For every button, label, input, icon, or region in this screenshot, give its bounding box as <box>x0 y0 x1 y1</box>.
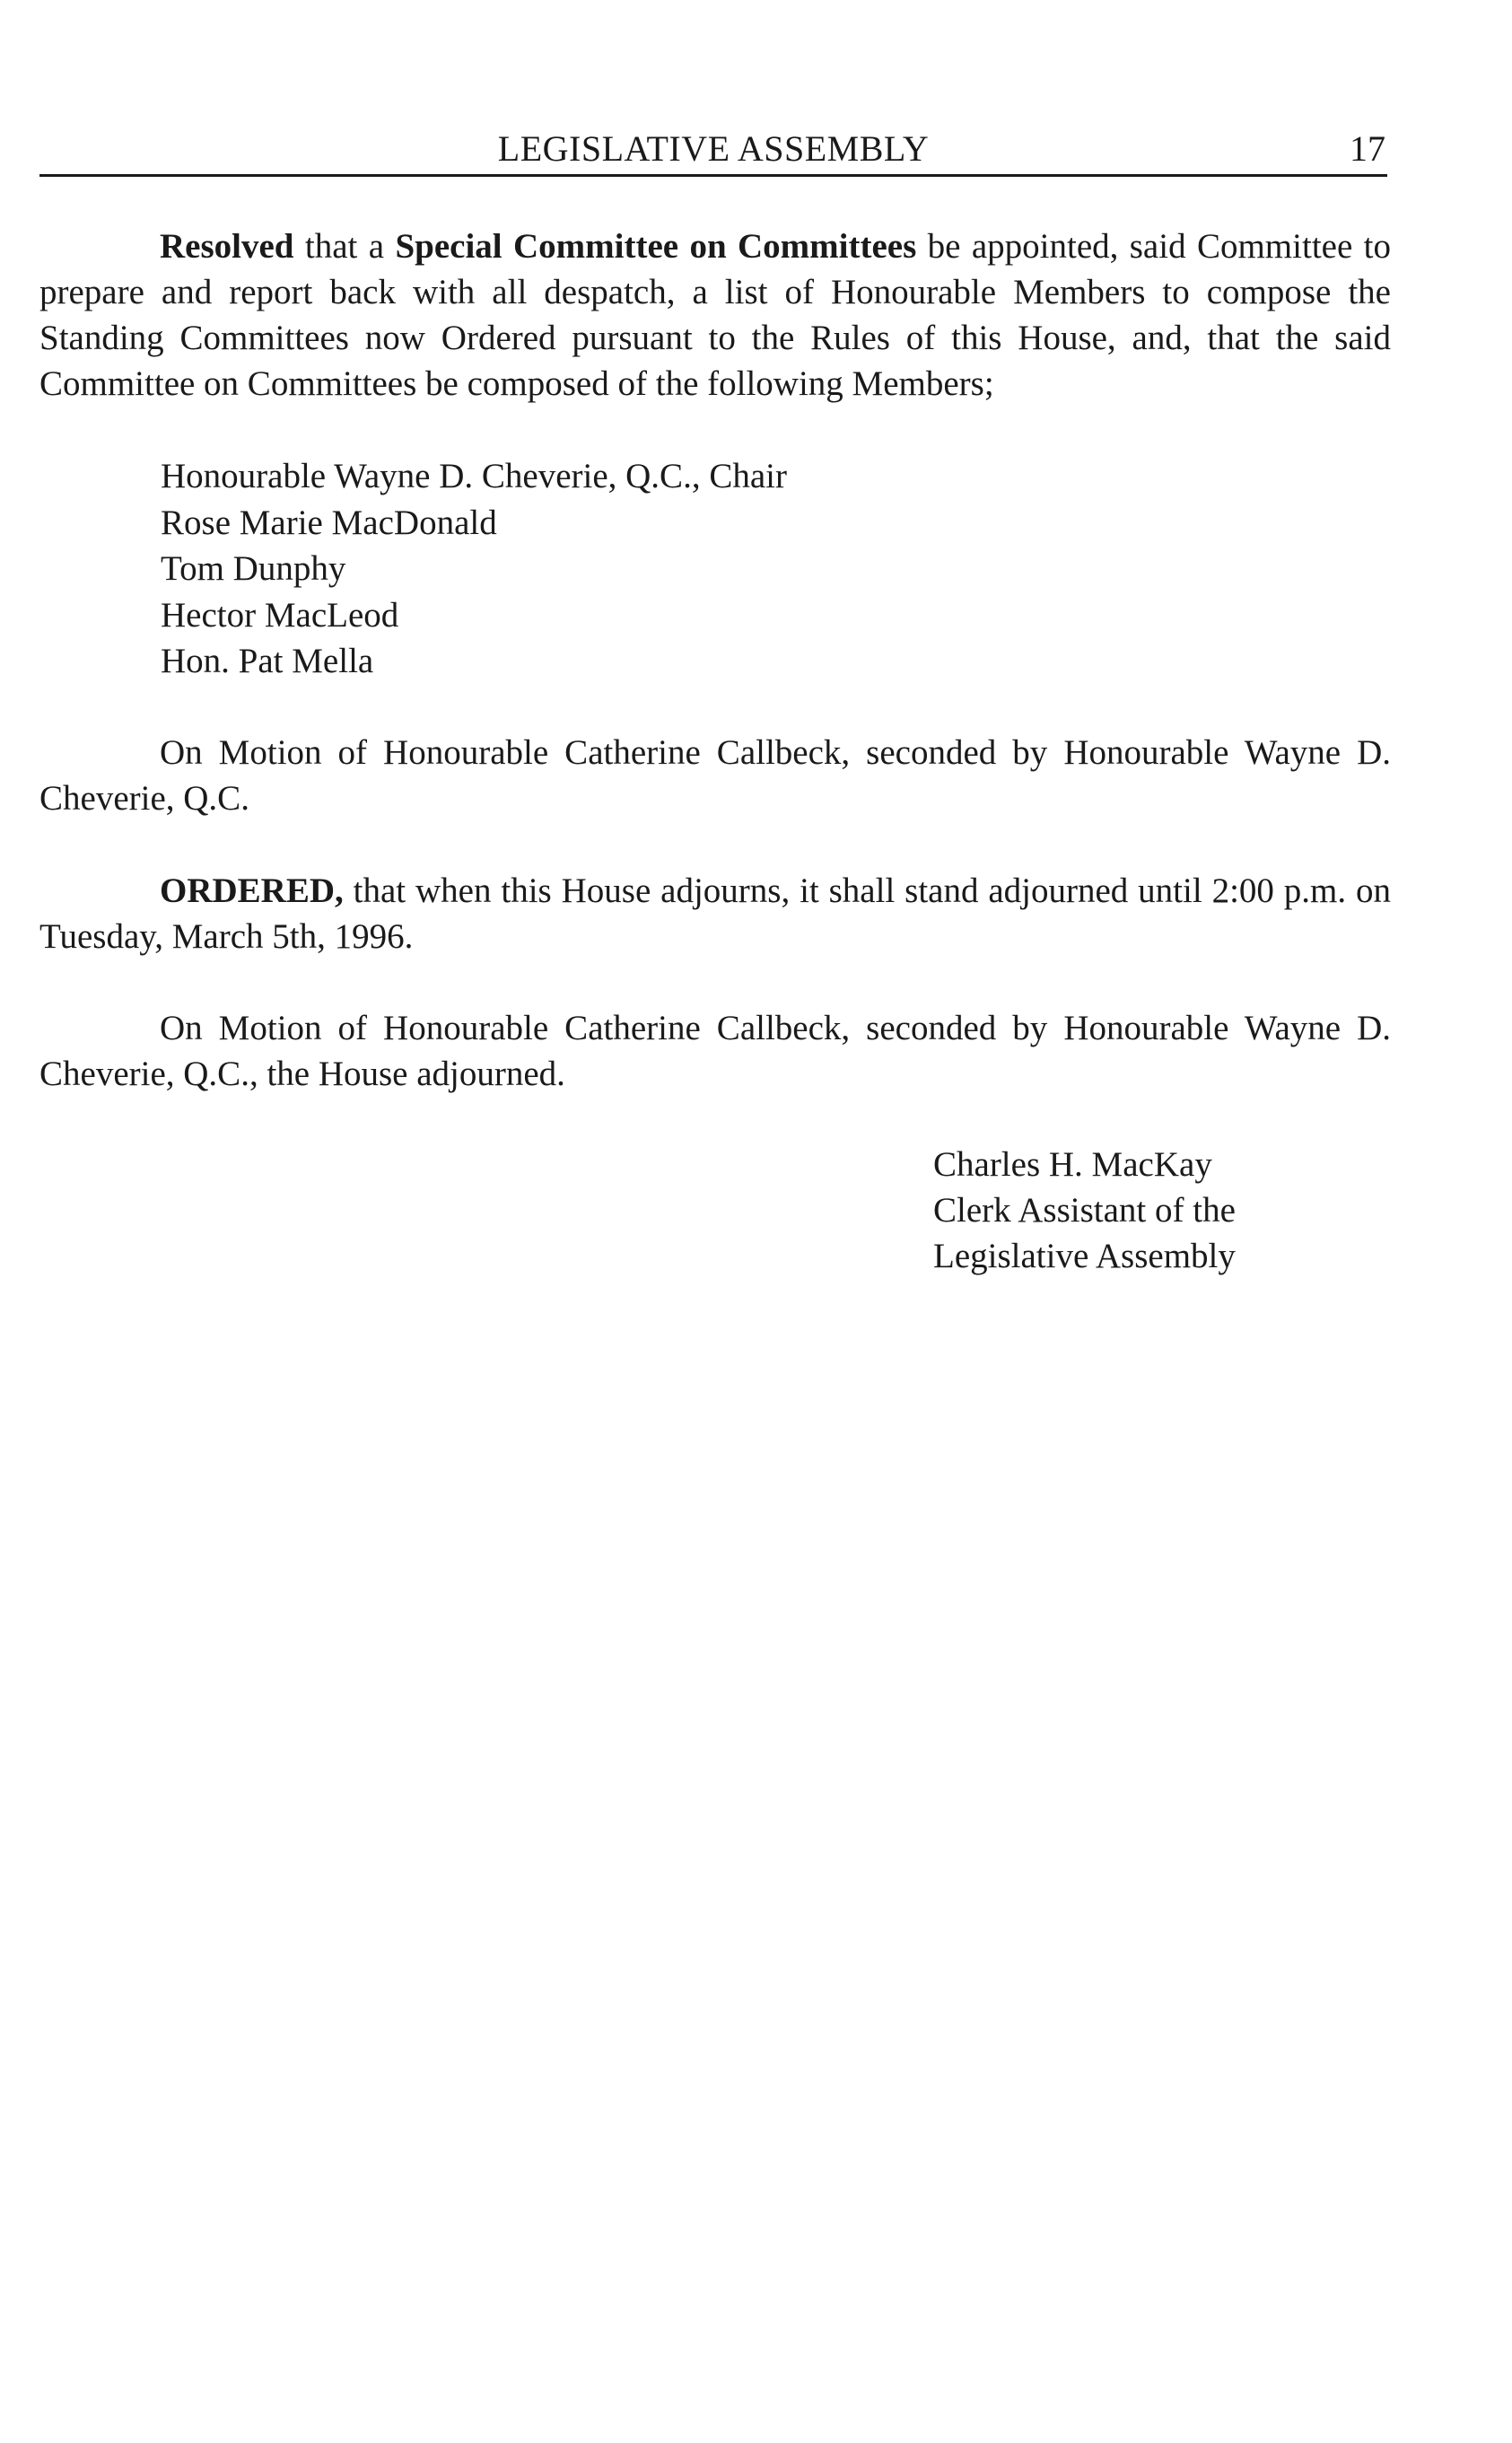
resolved-lead: Resolved <box>160 227 294 266</box>
signature-block <box>933 1142 1236 1279</box>
member-item: Hector MacLeod <box>161 595 399 635</box>
resolution-text-part2: be appointed, said Committee to prepare and report back with all despatch, a list of Honourable Members to compose the Standing Committees now Ordered pursuant to the Rules of this House, and, that the said Committee on Committees be composed of the following Members; <box>39 227 1391 403</box>
committee-name: Special Committee on Committees <box>395 227 917 266</box>
motion-paragraph-1: On Motion of Honourable Catherine Callbeck, seconded by Honourable Wayne D. Cheverie, Q.C. <box>39 733 1391 818</box>
member-item: Honourable Wayne D. Cheverie, Q.C., Chair <box>161 457 787 495</box>
member-item: Tom Dunphy <box>161 549 346 588</box>
resolution-paragraph <box>39 223 1391 407</box>
resolution-text-part1: that a <box>293 227 396 266</box>
member-item: Hon. Pat Mella <box>161 642 374 680</box>
header-title: LEGISLATIVE ASSEMBLY <box>497 128 930 169</box>
signatory-title-line-2: Legislative Assembly <box>933 1237 1236 1275</box>
member-item: Rose Marie MacDonald <box>161 503 497 542</box>
signatory-name: Charles H. MacKay <box>933 1145 1212 1184</box>
order-text: that when this House adjourns, it shall stand adjourned until 2:00 p.m. on Tuesday, March 5th, 1996. <box>39 871 1391 956</box>
ordered-lead: ORDERED, <box>160 871 344 910</box>
page-number: 17 <box>1350 128 1385 169</box>
signatory-title-line-1: Clerk Assistant of the <box>933 1191 1236 1230</box>
committee-member-list <box>161 453 787 685</box>
order-paragraph <box>39 868 1391 959</box>
motion-paragraph-2: On Motion of Honourable Catherine Callbeck, seconded by Honourable Wayne D. Cheverie, Q.C., the House adjourned. <box>39 1009 1391 1093</box>
running-header <box>39 124 1387 177</box>
